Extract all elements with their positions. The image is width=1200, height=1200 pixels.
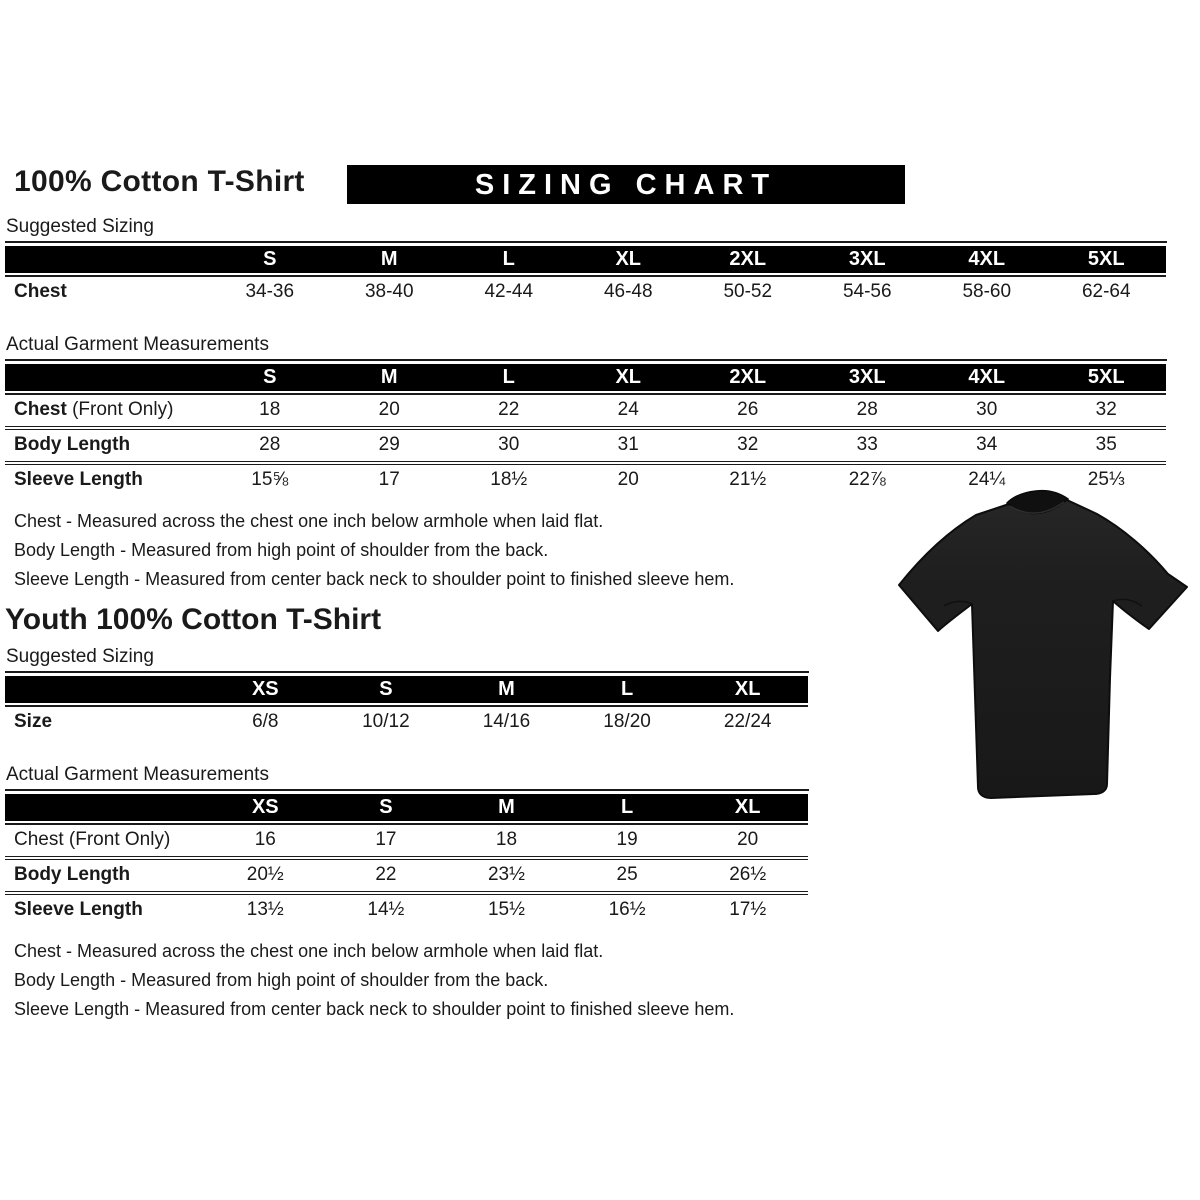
measurement-cell: 33 [808,428,928,463]
column-header: L [567,794,688,824]
youth-suggested-label: Suggested Sizing [5,645,809,673]
youth-actual-header-row [5,794,808,824]
youth-title: Youth 100% Cotton T-Shirt [5,603,382,636]
row-label: Chest [14,281,67,302]
row-label: Sleeve Length [5,463,210,496]
column-header: M [330,246,450,276]
measurement-cell: 16 [254,829,276,850]
measurement-row-sleeve-length [5,893,808,926]
measurement-cell: 34 [927,428,1047,463]
size-cell: 58-60 [962,281,1012,302]
column-header: 4XL [927,246,1047,276]
measurement-cell: 25⅓ [1047,463,1167,496]
tshirt-body [899,495,1187,798]
column-header: S [210,246,330,276]
measurement-cell: 19 [616,829,638,850]
measurement-cell: 25 [567,858,688,893]
youth-actual-label: Actual Garment Measurements [5,763,809,791]
column-header: M [330,364,450,394]
measurement-cell: 17½ [687,893,808,926]
size-cell: 14/16 [482,711,531,732]
header-row [5,163,1200,211]
column-header: 3XL [808,246,928,276]
adult-actual-label: Actual Garment Measurements [5,333,1167,361]
note-line: Sleeve Length - Measured from center back neck to shoulder point to finished sleeve hem. [14,999,735,1019]
measurement-cell: 26½ [687,858,808,893]
measurement-cell: 32 [688,428,808,463]
youth-suggested-header-row [5,676,808,706]
size-cell: 54-56 [842,281,892,302]
measurement-cell: 21½ [688,463,808,496]
column-header: 5XL [1047,364,1167,394]
row-label: Sleeve Length [5,893,205,926]
column-header: 5XL [1047,246,1167,276]
column-header: L [449,246,569,276]
measurement-cell: 35 [1047,428,1167,463]
size-cell: 46-48 [603,281,653,302]
column-header: L [567,676,688,706]
measurement-cell: 30 [976,399,998,420]
column-header: S [326,794,447,824]
adult-actual-header-row [5,364,1166,394]
size-cell: 34-36 [245,281,295,302]
column-header: M [446,676,567,706]
row-label: Chest (Front Only) [14,829,171,850]
measurement-cell: 29 [330,428,450,463]
measurement-cell: 15⅝ [210,463,330,496]
sizing-chart-banner: SIZING CHART [347,165,905,204]
measurement-cell: 31 [569,428,689,463]
measurement-cell: 20 [737,829,759,850]
column-header: XS [205,794,326,824]
black-tshirt-image [896,488,1190,810]
note-line: Chest - Measured across the chest one inch below armhole when laid flat. [14,941,604,961]
size-row [5,706,808,738]
adult-suggested-table [5,246,1166,308]
youth-actual-table [5,794,808,926]
measurement-row-chest [5,824,808,858]
measurement-cell: 18½ [449,463,569,496]
measurement-cell: 23½ [446,858,567,893]
column-header: 2XL [688,246,808,276]
empty-header-cell [5,676,205,706]
measurement-cell: 17 [330,463,450,496]
row-label: Body Length [5,858,205,893]
measurement-cell: 22⅞ [808,463,928,496]
measurement-row-chest [5,394,1166,428]
column-header: XS [205,676,326,706]
chest-row [5,276,1166,308]
size-cell: 38-40 [364,281,414,302]
adult-suggested-label: Suggested Sizing [5,215,1167,243]
size-cell: 42-44 [484,281,534,302]
page-title: 100% Cotton T-Shirt [14,165,305,198]
size-cell: 22/24 [723,711,772,732]
column-header: XL [569,246,689,276]
column-header: S [210,364,330,394]
adult-suggested-header-row [5,246,1166,276]
empty-header-cell [5,246,210,276]
measurement-cell: 14½ [326,893,447,926]
measurement-cell: 20½ [205,858,326,893]
size-cell: 18/20 [603,711,651,732]
note-line: Body Length - Measured from high point of shoulder from the back. [14,540,549,560]
measurement-cell: 13½ [205,893,326,926]
measurement-cell: 22 [498,399,520,420]
measurement-cell: 16½ [567,893,688,926]
measurement-cell: 28 [856,399,878,420]
measurement-row-body-length [5,858,808,893]
measurement-cell: 24¼ [927,463,1047,496]
measurement-cell: 30 [449,428,569,463]
size-cell: 50-52 [723,281,773,302]
column-header: S [326,676,447,706]
empty-header-cell [5,794,205,824]
note-line: Sleeve Length - Measured from center back neck to shoulder point to finished sleeve hem. [14,569,735,589]
column-header: XL [687,794,808,824]
size-cell: 62-64 [1081,281,1131,302]
row-label: Chest (Front Only) [14,399,174,420]
adult-actual-table [5,364,1166,496]
empty-header-cell [5,364,210,394]
measurement-cell: 15½ [446,893,567,926]
note-line: Body Length - Measured from high point of shoulder from the back. [14,970,549,990]
note-line: Chest - Measured across the chest one inch below armhole when laid flat. [14,511,604,531]
measurement-cell: 18 [259,399,281,420]
measurement-cell: 20 [569,463,689,496]
row-label: Body Length [5,428,210,463]
measurement-cell: 17 [375,829,397,850]
row-label: Size [14,711,53,732]
column-header: 4XL [927,364,1047,394]
column-header: 3XL [808,364,928,394]
size-cell: 6/8 [252,711,279,732]
measurement-cell: 22 [326,858,447,893]
measurement-cell: 32 [1095,399,1117,420]
measurement-row-body-length [5,428,1166,463]
measurement-cell: 26 [737,399,759,420]
column-header: XL [569,364,689,394]
measurement-cell: 28 [210,428,330,463]
column-header: 2XL [688,364,808,394]
column-header: L [449,364,569,394]
measurement-cell: 18 [495,829,518,850]
column-header: XL [687,676,808,706]
measurement-cell: 20 [378,399,400,420]
size-cell: 10/12 [362,711,410,732]
column-header: M [446,794,567,824]
measurement-cell: 24 [617,399,639,420]
youth-suggested-table [5,676,808,738]
tshirt-svg [896,488,1190,810]
youth-measurement-notes [14,937,1200,1024]
